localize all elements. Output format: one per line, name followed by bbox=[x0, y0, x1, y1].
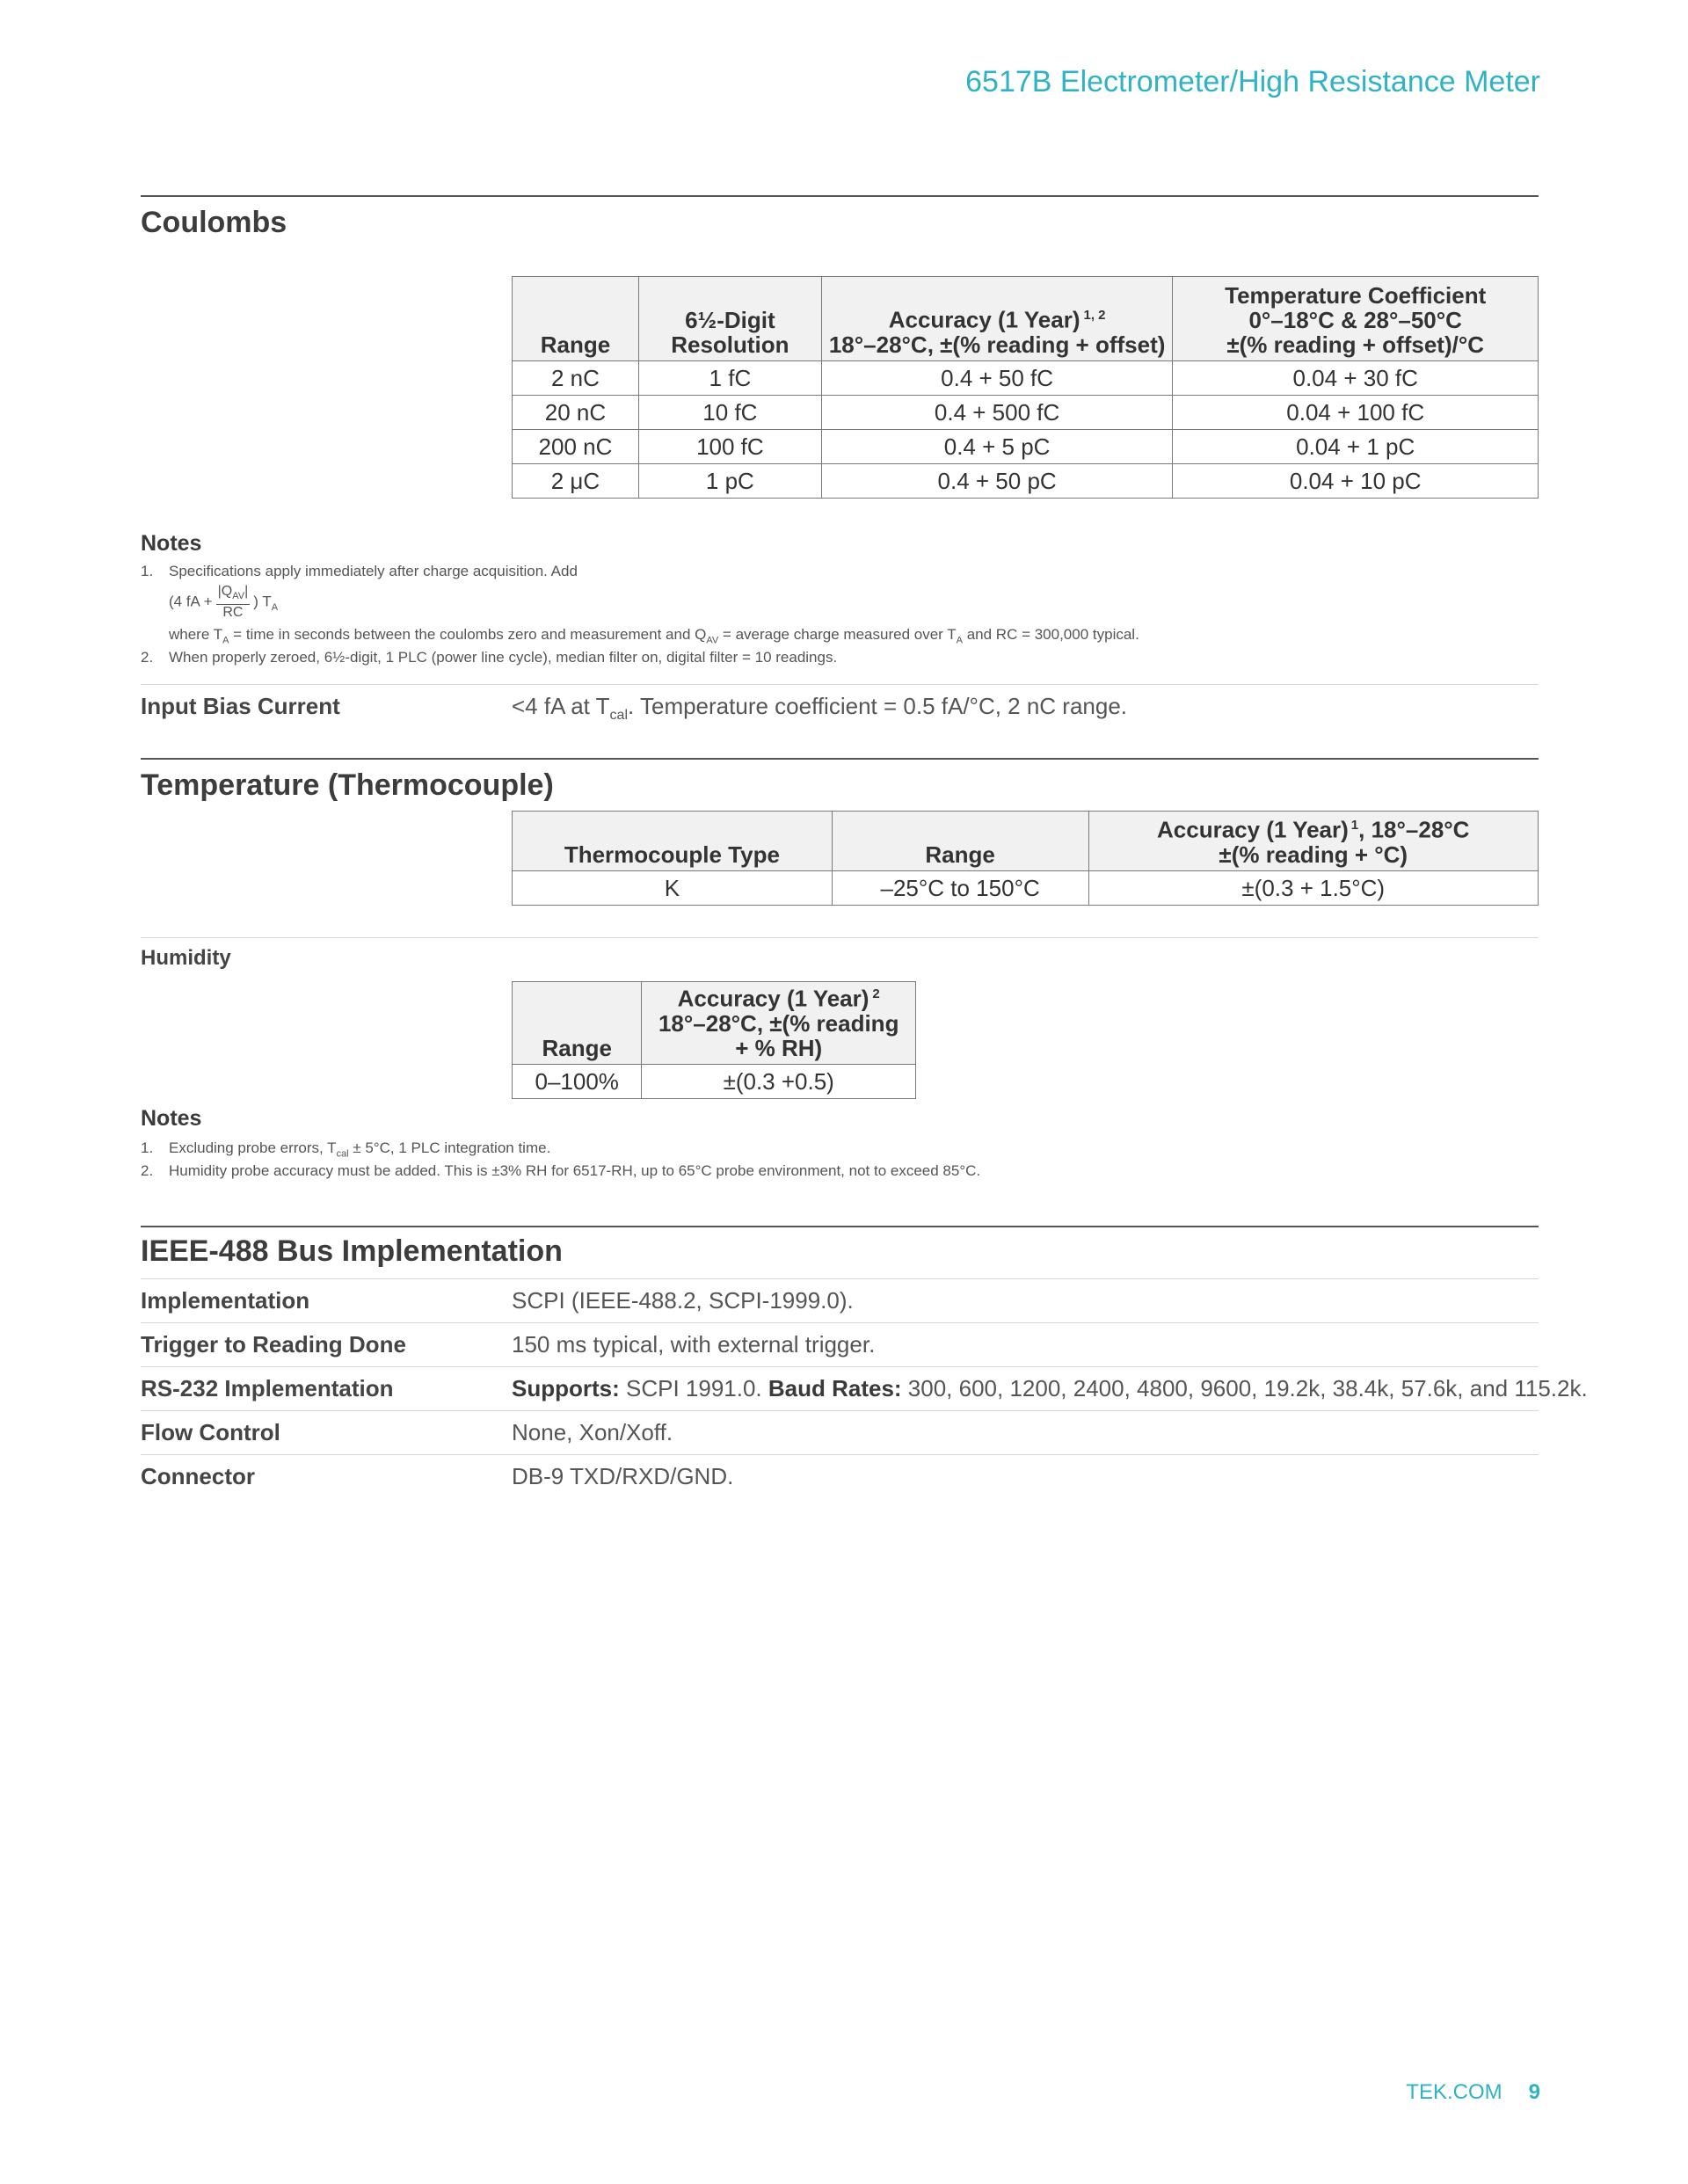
table-cell: 0.04 + 10 pC bbox=[1173, 464, 1539, 499]
table-cell: 2 μC bbox=[513, 464, 639, 499]
table-row bbox=[513, 396, 1539, 430]
spec-label: Implementation bbox=[141, 1287, 310, 1314]
column-header: Range bbox=[513, 982, 642, 1065]
spec-label: Flow Control bbox=[141, 1419, 280, 1445]
divider bbox=[141, 1366, 1539, 1367]
divider bbox=[141, 1322, 1539, 1323]
column-header: Temperature Coefficient 0°–18°C & 28°–50°C ±(% reading + offset)/°C bbox=[1173, 277, 1539, 361]
spec-value: 150 ms typical, with external trigger. bbox=[512, 1331, 876, 1358]
section-rule bbox=[141, 758, 1539, 760]
column-header: Range bbox=[513, 277, 639, 361]
table-cell: 2 nC bbox=[513, 361, 639, 396]
table-cell: 200 nC bbox=[513, 430, 639, 464]
table-cell: 10 fC bbox=[638, 396, 821, 430]
table-cell: –25°C to 150°C bbox=[832, 871, 1088, 906]
divider bbox=[141, 1454, 1539, 1455]
spec-value: None, Xon/Xoff. bbox=[512, 1419, 673, 1445]
column-header: Thermocouple Type bbox=[513, 812, 833, 871]
spec-value: DB-9 TXD/RXD/GND. bbox=[512, 1463, 734, 1489]
note-item: 1. Excluding probe errors, $T_{cal} \pm 5^\circ C$, 1 PLC integration time. bbox=[141, 1139, 551, 1160]
table-cell: 0.4 + 50 fC bbox=[821, 361, 1173, 396]
temperature-heading: Temperature (Thermocouple) bbox=[141, 768, 554, 802]
table-cell: ±(0.3 +0.5) bbox=[642, 1064, 916, 1098]
input-bias-label: Input Bias Current bbox=[141, 693, 340, 719]
divider bbox=[141, 684, 1539, 685]
column-header: Accuracy (1 Year) $^{1, 2}$ 18°–28°C, ±(% reading + offset) bbox=[821, 277, 1173, 361]
divider bbox=[141, 937, 1539, 938]
table-cell: 0.04 + 100 fC bbox=[1173, 396, 1539, 430]
table-cell: 0.4 + 50 pC bbox=[821, 464, 1173, 499]
note-formula: (4 fA + $\frac{|Q_{AV}|}{RC}$ ) $T_A$ bbox=[169, 584, 279, 621]
table-row bbox=[513, 1064, 916, 1098]
spec-value: Supports: SCPI 1991.0. Baud Rates: 300, 600, 1200, 2400, 4800, 9600, 19.2k, 38.4k, 57.6k, and 115.2k. bbox=[512, 1375, 1588, 1401]
table-cell: 0.04 + 1 pC bbox=[1173, 430, 1539, 464]
table-row bbox=[513, 464, 1539, 499]
humidity-table bbox=[512, 981, 916, 1099]
column-header: Range bbox=[832, 812, 1088, 871]
spec-value: SCPI (IEEE-488.2, SCPI-1999.0). bbox=[512, 1287, 854, 1314]
spec-label: RS-232 Implementation bbox=[141, 1375, 394, 1401]
spec-label: Trigger to Reading Done bbox=[141, 1331, 406, 1358]
table-cell: K bbox=[513, 871, 833, 906]
table-cell: ±(0.3 + 1.5°C) bbox=[1088, 871, 1539, 906]
spec-label: Connector bbox=[141, 1463, 255, 1489]
page-number: 9 bbox=[1528, 2080, 1540, 2104]
notes-heading: Notes bbox=[141, 531, 202, 556]
column-header: 6½-Digit Resolution bbox=[638, 277, 821, 361]
ieee-heading: IEEE-488 Bus Implementation bbox=[141, 1234, 563, 1268]
divider bbox=[141, 1278, 1539, 1279]
table-row bbox=[513, 430, 1539, 464]
site-link[interactable]: TEK.COM bbox=[1406, 2080, 1502, 2104]
table-row bbox=[513, 871, 1539, 906]
table-cell: 0.4 + 5 pC bbox=[821, 430, 1173, 464]
coulombs-heading: Coulombs bbox=[141, 206, 287, 239]
page-footer bbox=[1406, 2080, 1540, 2105]
table-header-row bbox=[513, 277, 1539, 361]
note-item: 2. Humidity probe accuracy must be added. This is ±3% RH for 6517-RH, up to 65°C probe environment, not to exceed 85°C. bbox=[141, 1162, 981, 1179]
humidity-heading: Humidity bbox=[141, 946, 231, 970]
table-header-row bbox=[513, 982, 916, 1065]
section-rule bbox=[141, 195, 1539, 197]
table-cell: 1 pC bbox=[638, 464, 821, 499]
note-item: 2. When properly zeroed, 6½-digit, 1 PLC (power line cycle), median filter on, digital filter = 10 readings. bbox=[141, 649, 838, 666]
section-rule bbox=[141, 1226, 1539, 1227]
temperature-table bbox=[512, 811, 1539, 906]
table-cell: 0–100% bbox=[513, 1064, 642, 1098]
coulombs-table bbox=[512, 276, 1539, 499]
note-item: where $T_A$ = time in seconds between the coulombs zero and measurement and $Q_{AV}$ = average charge measured over $T_A$ and RC = 300,000 typical. bbox=[169, 626, 1139, 646]
table-cell: 100 fC bbox=[638, 430, 821, 464]
notes-heading: Notes bbox=[141, 1106, 202, 1131]
table-cell: 0.04 + 30 fC bbox=[1173, 361, 1539, 396]
divider bbox=[141, 1410, 1539, 1411]
table-cell: 0.4 + 500 fC bbox=[821, 396, 1173, 430]
document-title: 6517B Electrometer/High Resistance Meter bbox=[965, 65, 1540, 98]
column-header: Accuracy (1 Year) $^1$, 18°–28°C ±(% reading + °C) bbox=[1088, 812, 1539, 871]
table-cell: 1 fC bbox=[638, 361, 821, 396]
table-header-row bbox=[513, 812, 1539, 871]
input-bias-value: <4 fA at $T_{cal}$. Temperature coefficient = 0.5 fA/°C, 2 nC range. bbox=[512, 693, 1128, 724]
table-row bbox=[513, 361, 1539, 396]
note-item: 1. Specifications apply immediately after charge acquisition. Add bbox=[141, 563, 578, 579]
column-header: Accuracy (1 Year) $^2$ 18°–28°C, ±(% reading + % RH) bbox=[642, 982, 916, 1065]
table-cell: 20 nC bbox=[513, 396, 639, 430]
